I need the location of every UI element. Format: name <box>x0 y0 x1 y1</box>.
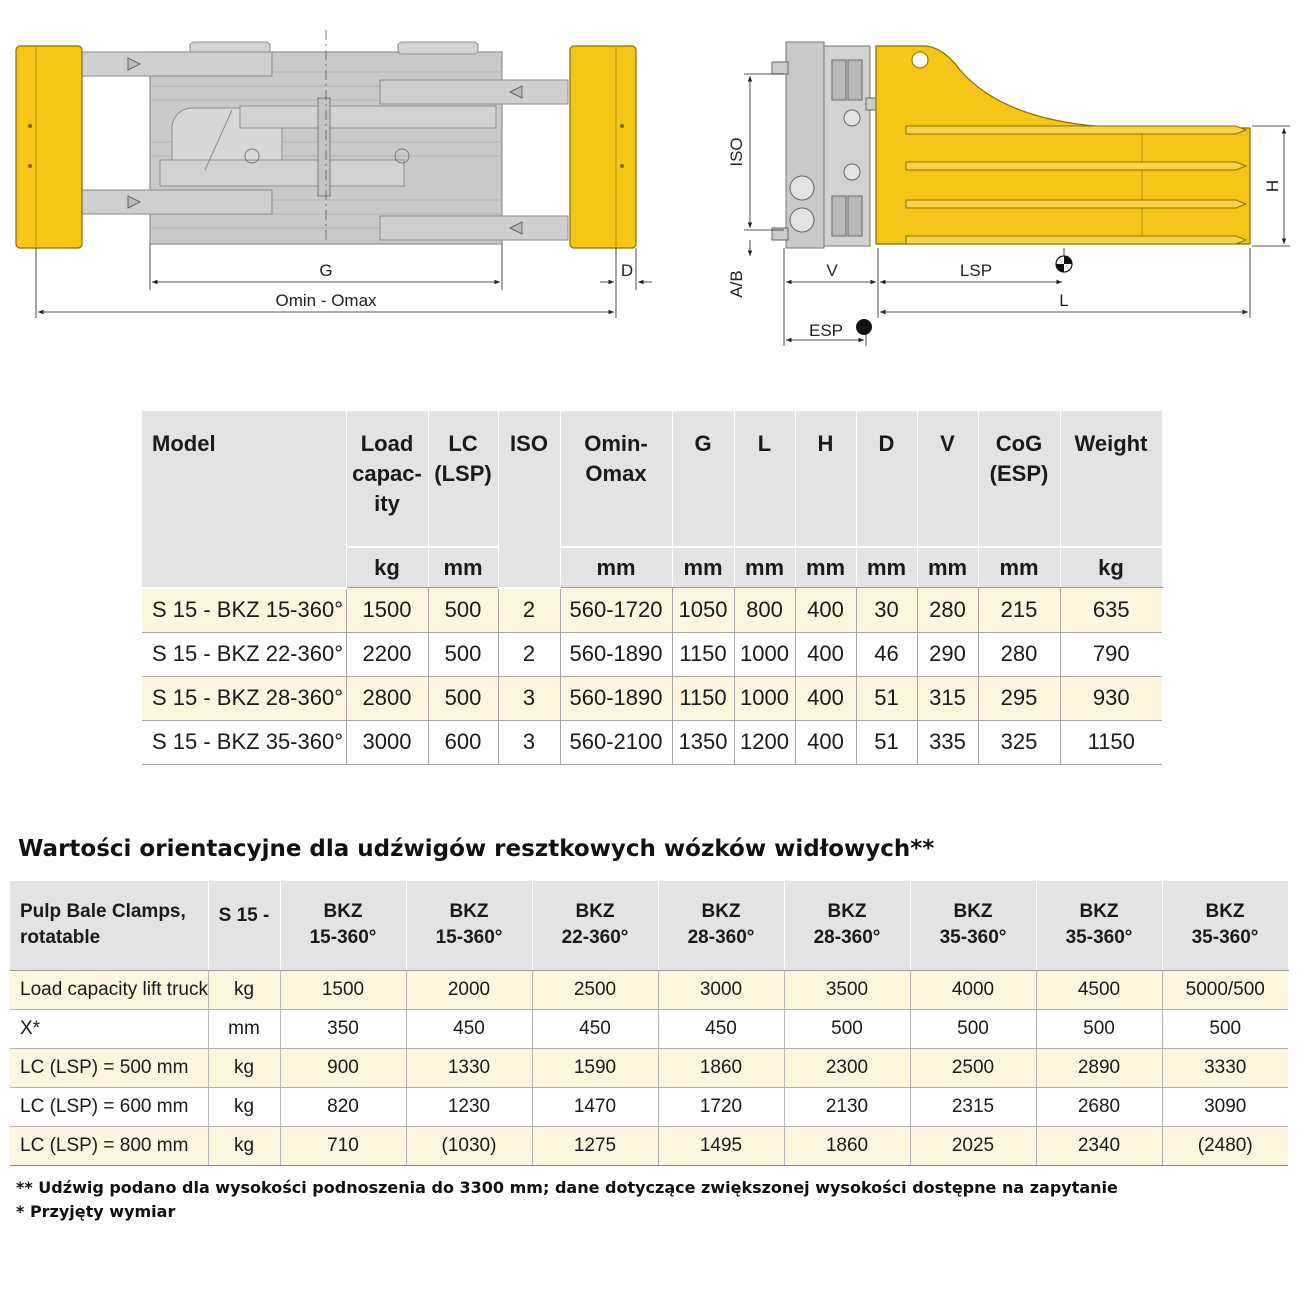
header-pulp-bale-clamps: Pulp Bale Clamps, rotatable <box>10 881 208 970</box>
table-cell: 560-1890 <box>560 632 672 676</box>
header-model-col: BKZ 15-360° <box>406 881 532 970</box>
row-label: LC (LSP) = 600 mm <box>10 1087 208 1126</box>
table-cell: 1860 <box>784 1126 910 1165</box>
table-cell: 2300 <box>784 1048 910 1087</box>
table-row <box>10 970 1288 1009</box>
table-cell: 2315 <box>910 1087 1036 1126</box>
residual-capacity-table <box>10 881 1289 1166</box>
table-cell: 1275 <box>532 1126 658 1165</box>
row-label: LC (LSP) = 500 mm <box>10 1048 208 1087</box>
dim-label-l: L <box>1059 291 1069 310</box>
table-cell: 820 <box>280 1087 406 1126</box>
table-row <box>10 1126 1288 1165</box>
header-g: G <box>672 411 734 547</box>
capacity-header-row <box>10 881 1288 970</box>
table-row <box>142 588 1162 633</box>
model-cell: S 15 - BKZ 22-360° <box>142 632 346 676</box>
table-cell: 2025 <box>910 1126 1036 1165</box>
table-cell: 1330 <box>406 1048 532 1087</box>
table-cell: 4000 <box>910 970 1036 1009</box>
header-model-col: BKZ 22-360° <box>532 881 658 970</box>
header-weight: Weight <box>1060 411 1162 547</box>
header-model-col: BKZ 35-360° <box>1036 881 1162 970</box>
table-cell: 1500 <box>346 588 428 633</box>
table-cell: (1030) <box>406 1126 532 1165</box>
model-cell: S 15 - BKZ 28-360° <box>142 676 346 720</box>
table-cell: 3000 <box>658 970 784 1009</box>
table-cell: 1590 <box>532 1048 658 1087</box>
table-cell: 2500 <box>910 1048 1036 1087</box>
table-cell: 1200 <box>734 720 795 764</box>
table-cell: 500 <box>910 1009 1036 1048</box>
table-cell: 2130 <box>784 1087 910 1126</box>
unit-cell: mm <box>795 547 856 588</box>
table-cell: 215 <box>978 588 1060 633</box>
row-label: X* <box>10 1009 208 1048</box>
capacity-section-title: Wartości orientacyjne dla udźwigów resztkowych wózków widłowych** <box>18 836 935 862</box>
table-cell: 635 <box>1060 588 1162 633</box>
header-l: L <box>734 411 795 547</box>
dim-label-omin-omax: Omin - Omax <box>275 291 377 310</box>
table-cell: 400 <box>795 720 856 764</box>
table-cell: 450 <box>658 1009 784 1048</box>
table-cell: 2890 <box>1036 1048 1162 1087</box>
unit-cell: kg <box>346 547 428 588</box>
table-cell: 560-2100 <box>560 720 672 764</box>
table-cell: 790 <box>1060 632 1162 676</box>
table-cell: 400 <box>795 588 856 633</box>
top-view-drawing <box>16 30 652 318</box>
table-cell: 1230 <box>406 1087 532 1126</box>
spec-header-row <box>142 411 1162 547</box>
table-cell: 2200 <box>346 632 428 676</box>
table-cell: 1150 <box>1060 720 1162 764</box>
row-unit: mm <box>208 1009 280 1048</box>
table-cell: 51 <box>856 720 917 764</box>
table-cell: 2500 <box>532 970 658 1009</box>
row-unit: kg <box>208 970 280 1009</box>
table-cell: 290 <box>917 632 978 676</box>
table-cell: 2800 <box>346 676 428 720</box>
table-row <box>10 1009 1288 1048</box>
footnote-lift-height: ** Udźwig podano dla wysokości podnoszenia do 3300 mm; dane dotyczące zwiększonej wysokości dostępne na zapytanie <box>16 1178 1118 1197</box>
unit-cell: mm <box>428 547 498 588</box>
table-cell: 500 <box>784 1009 910 1048</box>
header-h: H <box>795 411 856 547</box>
table-cell: 335 <box>917 720 978 764</box>
table-cell: 2680 <box>1036 1087 1162 1126</box>
table-cell: 1000 <box>734 632 795 676</box>
dim-label-iso: ISO <box>727 137 746 167</box>
table-cell: 1350 <box>672 720 734 764</box>
header-load-capacity: Load capac- ity <box>346 411 428 547</box>
table-cell: 1050 <box>672 588 734 633</box>
table-cell: 450 <box>532 1009 658 1048</box>
table-cell: 4500 <box>1036 970 1162 1009</box>
unit-cell: kg <box>1060 547 1162 588</box>
dim-label-v: V <box>826 261 838 280</box>
dim-label-ab: A/B <box>727 270 746 298</box>
table-cell: 2 <box>498 632 560 676</box>
table-row <box>142 676 1162 720</box>
header-model: Model <box>142 411 346 588</box>
table-cell: 560-1720 <box>560 588 672 633</box>
table-cell: 1000 <box>734 676 795 720</box>
table-cell: 51 <box>856 676 917 720</box>
table-cell: 350 <box>280 1009 406 1048</box>
dim-label-h: H <box>1263 179 1282 193</box>
table-cell: 315 <box>917 676 978 720</box>
table-cell: 1500 <box>280 970 406 1009</box>
header-d: D <box>856 411 917 547</box>
table-cell: 900 <box>280 1048 406 1087</box>
unit-cell: mm <box>856 547 917 588</box>
table-cell: 600 <box>428 720 498 764</box>
table-cell: 3000 <box>346 720 428 764</box>
table-cell: 400 <box>795 676 856 720</box>
table-cell: 1860 <box>658 1048 784 1087</box>
footnote-assumed-dimension: * Przyjęty wymiar <box>16 1202 176 1221</box>
table-cell: 450 <box>406 1009 532 1048</box>
lsp-center-of-gravity-icon <box>1056 256 1072 272</box>
table-cell: 1150 <box>672 632 734 676</box>
side-view-drawing <box>727 42 1290 346</box>
row-label: Load capacity lift truck <box>10 970 208 1009</box>
table-cell: (2480) <box>1162 1126 1288 1165</box>
table-cell: 500 <box>1162 1009 1288 1048</box>
table-cell: 500 <box>1036 1009 1162 1048</box>
table-cell: 3 <box>498 720 560 764</box>
table-cell: 710 <box>280 1126 406 1165</box>
table-cell: 280 <box>917 588 978 633</box>
table-row <box>10 1048 1288 1087</box>
table-cell: 3 <box>498 676 560 720</box>
table-cell: 295 <box>978 676 1060 720</box>
table-cell: 1150 <box>672 676 734 720</box>
header-model-col: BKZ 28-360° <box>658 881 784 970</box>
row-label: LC (LSP) = 800 mm <box>10 1126 208 1165</box>
dim-label-esp: ESP <box>808 321 844 340</box>
table-cell: 280 <box>978 632 1060 676</box>
table-cell: 400 <box>795 632 856 676</box>
row-unit: kg <box>208 1126 280 1165</box>
header-v: V <box>917 411 978 547</box>
table-cell: 30 <box>856 588 917 633</box>
table-cell: 325 <box>978 720 1060 764</box>
model-cell: S 15 - BKZ 35-360° <box>142 720 346 764</box>
table-row <box>10 1087 1288 1126</box>
table-cell: 3330 <box>1162 1048 1288 1087</box>
table-cell: 500 <box>428 632 498 676</box>
model-cell: S 15 - BKZ 15-360° <box>142 588 346 633</box>
header-model-col: BKZ 15-360° <box>280 881 406 970</box>
unit-cell: mm <box>978 547 1060 588</box>
table-cell: 3500 <box>784 970 910 1009</box>
unit-cell: mm <box>672 547 734 588</box>
row-unit: kg <box>208 1048 280 1087</box>
unit-cell: mm <box>560 547 672 588</box>
header-model-col: BKZ 35-360° <box>910 881 1036 970</box>
table-cell: 1495 <box>658 1126 784 1165</box>
unit-cell: mm <box>734 547 795 588</box>
table-cell: 800 <box>734 588 795 633</box>
dim-label-g: G <box>319 261 333 280</box>
table-row <box>142 632 1162 676</box>
header-model-col: BKZ 35-360° <box>1162 881 1288 970</box>
table-cell: 46 <box>856 632 917 676</box>
dim-label-d: D <box>620 261 634 280</box>
spec-table <box>142 411 1163 765</box>
esp-point-icon <box>856 319 872 335</box>
row-unit: kg <box>208 1087 280 1126</box>
header-omin-omax: Omin- Omax <box>560 411 672 547</box>
table-cell: 2 <box>498 588 560 633</box>
table-cell: 1470 <box>532 1087 658 1126</box>
table-cell: 1720 <box>658 1087 784 1126</box>
header-cog: CoG (ESP) <box>978 411 1060 547</box>
technical-drawings <box>0 0 1300 400</box>
table-cell: 560-1890 <box>560 676 672 720</box>
header-s15: S 15 - <box>208 881 280 970</box>
table-cell: 500 <box>428 588 498 633</box>
header-lc: LC (LSP) <box>428 411 498 547</box>
table-cell: 5000/500 <box>1162 970 1288 1009</box>
table-cell: 3090 <box>1162 1087 1288 1126</box>
table-cell: 2000 <box>406 970 532 1009</box>
dim-label-lsp: LSP <box>959 261 993 280</box>
table-cell: 2340 <box>1036 1126 1162 1165</box>
table-cell: 500 <box>428 676 498 720</box>
table-cell: 930 <box>1060 676 1162 720</box>
unit-cell: mm <box>917 547 978 588</box>
table-row <box>142 720 1162 764</box>
header-iso: ISO <box>498 411 560 588</box>
header-model-col: BKZ 28-360° <box>784 881 910 970</box>
